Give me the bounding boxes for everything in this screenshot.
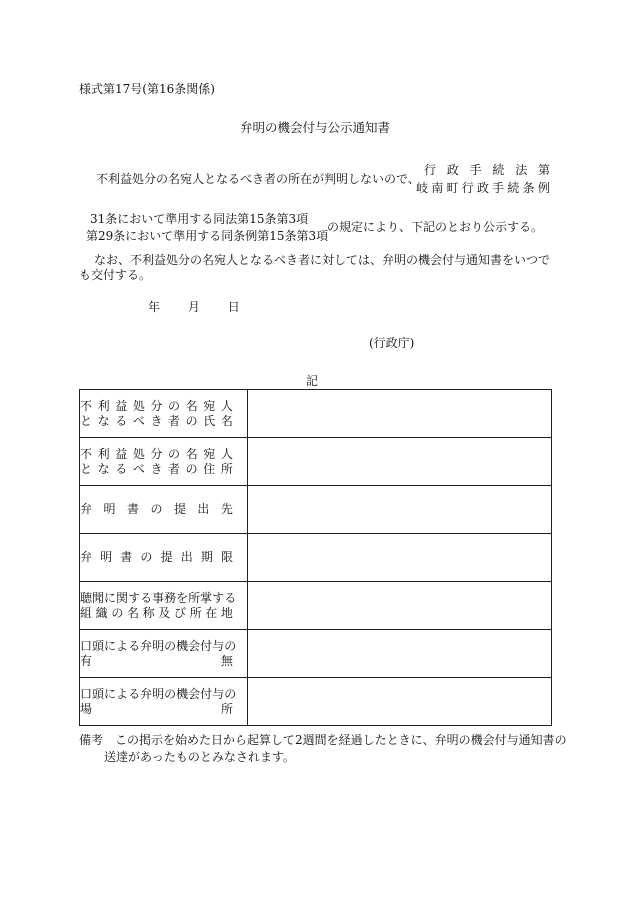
row-label bbox=[80, 534, 248, 582]
row-value[interactable] bbox=[248, 678, 552, 726]
row-value[interactable] bbox=[248, 582, 552, 630]
row-label-line: 場 所 bbox=[80, 701, 233, 716]
note-line-1: なお、不利益処分の名宛人となるべき者に対しては、弁明の機会付与通知書をいつで bbox=[94, 253, 551, 267]
remark-line-1: 備考 この掲示を始めた日から起算して2週間を経過したときに、弁明の機会付与通知書の bbox=[79, 733, 567, 747]
row-label bbox=[80, 582, 248, 630]
row-label-line: 弁 明 書 の 提 出 期 限 bbox=[80, 550, 233, 564]
authority-label: (行政庁) bbox=[369, 336, 415, 350]
form-number: 様式第17号(第16条関係) bbox=[79, 82, 215, 96]
row-label-line: と な る べ き 者 の 住 所 bbox=[80, 461, 233, 476]
table-row bbox=[80, 630, 552, 678]
note-line-2: も交付する。 bbox=[79, 268, 152, 282]
row-label bbox=[80, 486, 248, 534]
table-row bbox=[80, 438, 552, 486]
row-label-line: 弁 明 書 の 提 出 先 bbox=[80, 502, 233, 516]
row-value[interactable] bbox=[248, 438, 552, 486]
row-label-line: 不 利 益 処 分 の 名 宛 人 bbox=[80, 398, 233, 413]
row-label-line: 組 織 の 名 称 及 び 所 在 地 bbox=[80, 605, 233, 620]
date-year: 年 bbox=[148, 300, 161, 314]
table-row bbox=[80, 390, 552, 438]
intro-text: 不利益処分の名宛人となるべき者の所在が判明しないので、 bbox=[96, 172, 420, 186]
document-title: 弁明の機会付与公示通知書 bbox=[239, 120, 390, 135]
row-label bbox=[80, 438, 248, 486]
row-label bbox=[80, 390, 248, 438]
row-label-line: 聴 聞 に 関 す る 事 務 を 所 掌 す る bbox=[80, 590, 237, 605]
date-day: 日 bbox=[227, 300, 240, 314]
table-row bbox=[80, 582, 552, 630]
row-label-line: 不 利 益 処 分 の 名 宛 人 bbox=[80, 446, 233, 461]
ki-heading: 記 bbox=[306, 374, 319, 388]
reference-option-b: 第29条において準用する同条例第15条第3項 bbox=[86, 229, 329, 243]
row-value[interactable] bbox=[248, 390, 552, 438]
row-value[interactable] bbox=[248, 534, 552, 582]
row-label-line: 口 頭 に よ る 弁 明 の 機 会 付 与 の bbox=[80, 686, 237, 701]
remark-line-2: 送達があったものとみなされます。 bbox=[104, 750, 295, 764]
row-value[interactable] bbox=[248, 486, 552, 534]
table-row bbox=[80, 678, 552, 726]
notice-items-table bbox=[79, 389, 552, 726]
table-row bbox=[80, 534, 552, 582]
law-option-b: 岐 南 町 行 政 手 続 条 例 bbox=[416, 181, 550, 195]
table-row bbox=[80, 486, 552, 534]
reference-option-a: 31条において準用する同法第15条第3項 bbox=[90, 212, 309, 226]
date-month: 月 bbox=[187, 300, 200, 314]
row-value[interactable] bbox=[248, 630, 552, 678]
row-label-line: と な る べ き 者 の 氏 名 bbox=[80, 413, 233, 428]
law-option-a: 行 政 手 続 法 第 bbox=[424, 163, 550, 177]
row-label-line: 口 頭 に よ る 弁 明 の 機 会 付 与 の bbox=[80, 638, 237, 653]
row-label-line: 有 無 bbox=[80, 653, 233, 668]
row-label bbox=[80, 630, 248, 678]
row-label bbox=[80, 678, 248, 726]
reference-tail: の規定により、下記のとおり公示する。 bbox=[327, 220, 544, 234]
date-line bbox=[148, 300, 264, 314]
